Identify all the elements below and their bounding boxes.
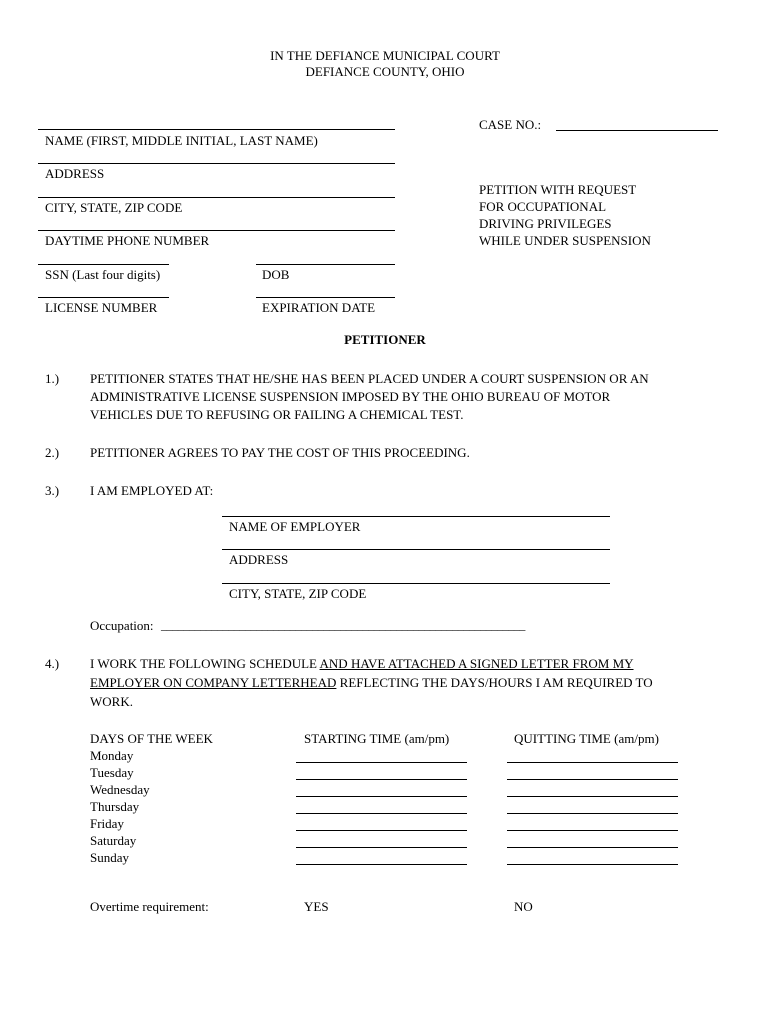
city-state-zip-label: CITY, STATE, ZIP CODE [45,200,183,215]
ssn-field[interactable] [38,264,169,265]
petition-title-line2: FOR OCCUPATIONAL [479,199,607,214]
quit-time-monday[interactable] [507,762,678,763]
start-time-friday[interactable] [296,830,467,831]
occupation-label: Occupation: [90,618,154,633]
address-field[interactable] [38,163,395,164]
occupation-field[interactable]: _________________________________________________________________ [161,618,526,632]
day-sunday: Sunday [90,850,129,865]
case-no-label: CASE NO.: [479,117,542,132]
petition-title-line1: PETITION WITH REQUEST [479,182,637,197]
petition-title-line4: WHILE UNDER SUSPENSION [479,233,651,248]
item1-line3: VEHICLES DUE TO REFUSING OR FAILING A CHEMICAL TEST. [90,407,464,422]
name-field[interactable] [38,129,395,130]
day-thursday: Thursday [90,799,140,814]
expiration-date-label: EXPIRATION DATE [262,300,376,315]
dob-field[interactable] [256,264,395,265]
employer-city-field[interactable] [222,583,610,584]
employer-address-field[interactable] [222,549,610,550]
item1-line2: ADMINISTRATIVE LICENSE SUSPENSION IMPOSED BY THE OHIO BUREAU OF MOTOR [90,389,611,404]
quit-time-tuesday[interactable] [507,779,678,780]
quit-time-thursday[interactable] [507,813,678,814]
day-monday: Monday [90,748,134,763]
expiration-date-field[interactable] [256,297,395,298]
quit-time-friday[interactable] [507,830,678,831]
employer-city-label: CITY, STATE, ZIP CODE [229,586,367,601]
item4-line1 [90,656,634,671]
day-wednesday: Wednesday [90,782,150,797]
city-state-zip-field[interactable] [38,197,395,198]
item4-line1-plain: I WORK THE FOLLOWING SCHEDULE [90,656,320,671]
days-header: DAYS OF THE WEEK [90,731,213,746]
item3-number: 3.) [45,483,60,498]
petition-title-line3: DRIVING PRIVILEGES [479,216,612,231]
overtime-no-option[interactable]: NO [514,899,533,914]
item4-line2 [90,675,653,690]
day-saturday: Saturday [90,833,137,848]
county-name: DEFIANCE COUNTY, OHIO [305,64,465,79]
item4-line3: WORK. [90,694,133,709]
start-time-header: STARTING TIME (am/pm) [304,731,450,746]
start-time-monday[interactable] [296,762,467,763]
address-label: ADDRESS [45,166,105,181]
employer-name-label: NAME OF EMPLOYER [229,519,361,534]
dob-label: DOB [262,267,290,282]
quit-time-wednesday[interactable] [507,796,678,797]
item2-number: 2.) [45,445,60,460]
phone-field[interactable] [38,230,395,231]
quit-time-saturday[interactable] [507,847,678,848]
start-time-tuesday[interactable] [296,779,467,780]
employer-address-label: ADDRESS [229,552,289,567]
item1-number: 1.) [45,371,60,386]
overtime-yes-option[interactable]: YES [304,899,329,914]
employer-name-field[interactable] [222,516,610,517]
item2-text: PETITIONER AGREES TO PAY THE COST OF THIS PROCEEDING. [90,445,470,460]
item4-line2-underlined: EMPLOYER ON COMPANY LETTERHEAD [90,675,337,690]
license-number-label: LICENSE NUMBER [45,300,158,315]
start-time-thursday[interactable] [296,813,467,814]
name-label: NAME (FIRST, MIDDLE INITIAL, LAST NAME) [45,133,318,148]
phone-label: DAYTIME PHONE NUMBER [45,233,210,248]
case-no-field[interactable] [556,130,718,131]
section-title: PETITIONER [344,332,426,347]
license-number-field[interactable] [38,297,169,298]
quit-time-sunday[interactable] [507,864,678,865]
overtime-label: Overtime requirement: [90,899,209,914]
day-tuesday: Tuesday [90,765,134,780]
item4-line2-plain: REFLECTING THE DAYS/HOURS I AM REQUIRED TO [336,675,653,690]
item1-line1: PETITIONER STATES THAT HE/SHE HAS BEEN PLACED UNDER A COURT SUSPENSION OR AN [90,371,649,386]
item4-number: 4.) [45,656,60,671]
court-name: IN THE DEFIANCE MUNICIPAL COURT [270,48,500,63]
start-time-sunday[interactable] [296,864,467,865]
item4-line1-underlined: AND HAVE ATTACHED A SIGNED LETTER FROM MY [319,656,634,671]
day-friday: Friday [90,816,124,831]
item3-text: I AM EMPLOYED AT: [90,483,214,498]
ssn-label: SSN (Last four digits) [45,267,161,282]
start-time-wednesday[interactable] [296,796,467,797]
start-time-saturday[interactable] [296,847,467,848]
quit-time-header: QUITTING TIME (am/pm) [514,731,659,746]
